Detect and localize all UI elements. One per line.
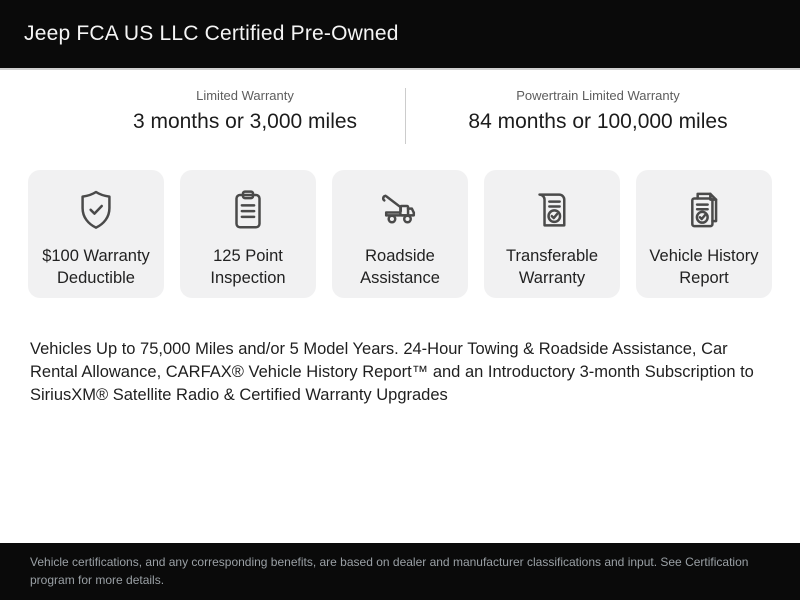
powertrain-warranty-label: Powertrain Limited Warranty [516,88,680,103]
benefit-cards-row [28,170,772,298]
report-pages-check-icon [681,185,727,235]
benefit-card-point-inspection [180,170,316,298]
page-title: Jeep FCA US LLC Certified Pre-Owned [24,22,399,45]
benefit-card-roadside-assistance [332,170,468,298]
limited-warranty-label: Limited Warranty [196,88,294,103]
shield-check-icon [73,185,119,235]
warranty-summary-row [0,86,800,146]
limited-warranty-value: 3 months or 3,000 miles [132,110,358,133]
footer-bar [0,543,800,600]
warranty-certificate-icon [529,185,575,235]
benefit-card-transferable-warranty [484,170,620,298]
clipboard-checklist-icon [225,185,271,235]
tow-truck-icon [377,185,423,235]
benefit-card-label: 125 Point Inspection [210,247,286,287]
benefit-card-warranty-deductible [28,170,164,298]
benefit-card-label: Transferable Warranty [505,247,598,287]
limited-warranty-column [0,86,405,146]
benefit-card-vehicle-history [636,170,772,298]
powertrain-warranty-column [406,86,800,146]
benefit-card-label: $100 Warranty Deductible [42,247,150,287]
certification-disclaimer: Vehicle certifications, and any corresponding benefits, are based on dealer and manufacturer classifications and input. See Certification program for more details. [30,555,749,587]
header-bar [0,0,800,70]
benefit-card-label: Roadside Assistance [360,247,440,287]
program-description: Vehicles Up to 75,000 Miles and/or 5 Model Years. 24-Hour Towing & Roadside Assistance, Car Rental Allowance, CARFAX® Vehicle History Report™ and an Introductory 3-month Subscription to SiriusXM® Satellite Radio & Certified Warranty Upgrades [30,340,754,405]
benefit-card-label: Vehicle History Report [649,247,759,287]
powertrain-warranty-value: 84 months or 100,000 miles [468,110,728,133]
